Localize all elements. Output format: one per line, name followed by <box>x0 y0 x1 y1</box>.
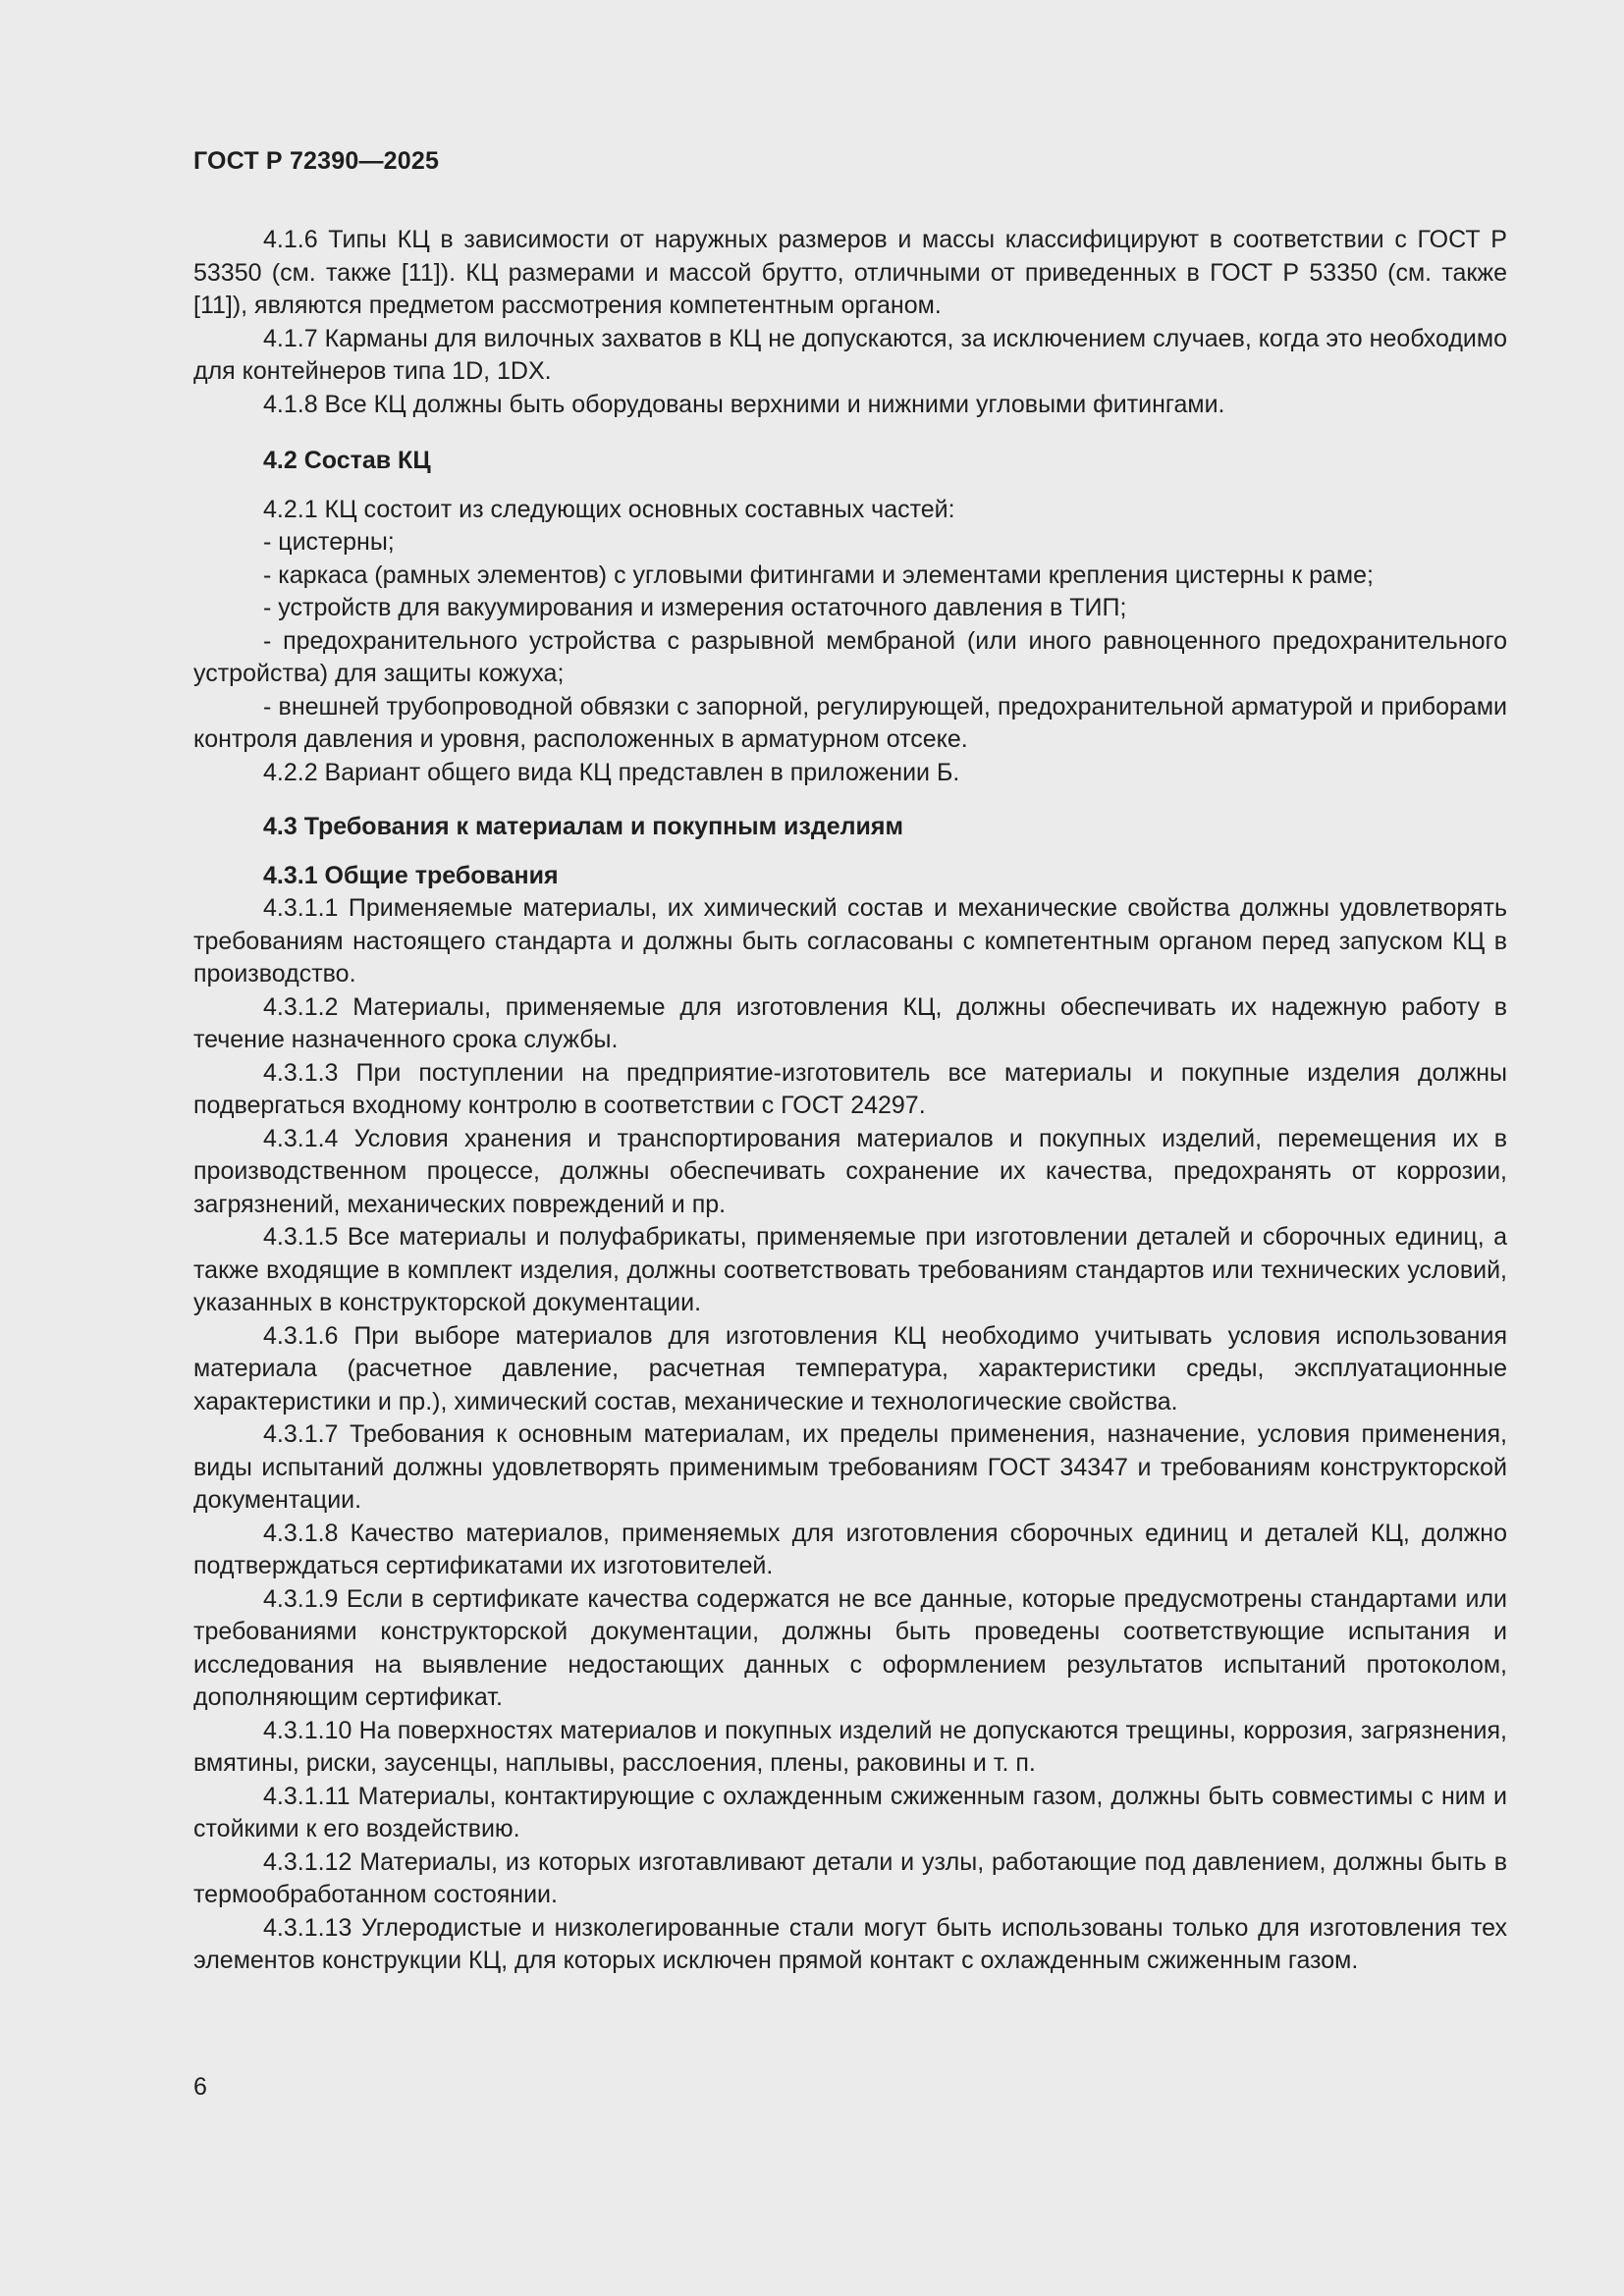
para-4-3-1-3: 4.3.1.3 При поступлении на предприятие-изготовитель все материалы и покупные изделия должны подвергаться входному контролю в соответствии с ГОСТ 24297. <box>193 1058 1507 1119</box>
section-4-3-heading: 4.3 Требования к материалам и покупным изделиям <box>263 813 903 840</box>
page-number: 6 <box>193 2073 207 2101</box>
para-4-3-1-4: 4.3.1.4 Условия хранения и транспортирования материалов и покупных изделий, перемещения их в производственном процессе, должны обеспечивать сохранение их качества, предохранять от коррозии, загрязнений, механических повреждений и пр. <box>193 1124 1507 1218</box>
para-4-1-7: 4.1.7 Карманы для вилочных захватов в КЦ не допускаются, за исключением случаев, когда это необходимо для контейнеров типа 1D, 1DX. <box>193 324 1507 385</box>
para-4-3-1-9: 4.3.1.9 Если в сертификате качества содержатся не все данные, которые предусмотрены стандартами или требованиями конструкторской документации, должны быть проведены соответствующие испытания и исследования на выявление недостающих данных с оформлением результатов испытаний протоколом, дополняющим сертификат. <box>193 1584 1507 1711</box>
list-item-piping: - внешней трубопроводной обвязки с запорной, регулирующей, предохранительной арматурой и приборами контроля давления и уровня, расположенных в арматурном отсеке. <box>193 692 1507 753</box>
list-item-frame: - каркаса (рамных элементов) с угловыми фитингами и элементами крепления цистерны к раме; <box>263 561 1374 589</box>
subsection-4-3-1-heading: 4.3.1 Общие требования <box>263 861 559 889</box>
para-4-3-1-6: 4.3.1.6 При выборе материалов для изготовления КЦ необходимо учитывать условия использования материала (расчетное давление, расчетная температура, характеристики среды, эксплуатационные характеристики и пр.), химический состав, механические и технологические свойства. <box>193 1321 1507 1415</box>
para-4-2-1: 4.2.1 КЦ состоит из следующих основных составных частей: <box>263 495 955 523</box>
para-4-1-8: 4.1.8 Все КЦ должны быть оборудованы верхними и нижними угловыми фитингами. <box>263 390 1225 418</box>
para-4-3-1-1: 4.3.1.1 Применяемые материалы, их химический состав и механические свойства должны удовлетворять требованиям настоящего стандарта и должны быть согласованы с компетентным органом перед запуском КЦ в производство. <box>193 894 1507 988</box>
para-4-3-1-12: 4.3.1.12 Материалы, из которых изготавливают детали и узлы, работающие под давлением, должны быть в термообработанном состоянии. <box>193 1847 1507 1908</box>
para-4-3-1-8: 4.3.1.8 Качество материалов, применяемых для изготовления сборочных единиц и деталей КЦ, должно подтверждаться сертификатами их изготовителей. <box>193 1519 1507 1579</box>
list-item-vacuum: - устройств для вакуумирования и измерения остаточного давления в ТИП; <box>263 594 1127 621</box>
document-body <box>193 224 1507 1978</box>
para-4-3-1-11: 4.3.1.11 Материалы, контактирующие с охлажденным сжиженным газом, должны быть совместимы с ним и стойкими к его воздействию. <box>193 1782 1507 1842</box>
para-4-3-1-13: 4.3.1.13 Углеродистые и низколегированные стали могут быть использованы только для изготовления тех элементов конструкции КЦ, для которых исключен прямой контакт с охлажденным сжиженным газом. <box>193 1913 1507 1974</box>
para-4-3-1-7: 4.3.1.7 Требования к основным материалам, их пределы применения, назначение, условия применения, виды испытаний должны удовлетворять применимым требованиям ГОСТ 34347 и требованиям конструкторской документации. <box>193 1420 1507 1514</box>
para-4-3-1-2: 4.3.1.2 Материалы, применяемые для изготовления КЦ, должны обеспечивать их надежную работу в течение назначенного срока службы. <box>193 992 1507 1053</box>
para-4-3-1-10: 4.3.1.10 На поверхностях материалов и покупных изделий не допускаются трещины, коррозия, загрязнения, вмятины, риски, заусенцы, наплывы, расслоения, плены, раковины и т. п. <box>193 1716 1507 1777</box>
list-item-safety-device: - предохранительного устройства с разрывной мембраной (или иного равноценного предохранительного устройства) для защиты кожуха; <box>193 626 1507 687</box>
list-item-tank: - цистерны; <box>263 528 395 556</box>
para-4-3-1-5: 4.3.1.5 Все материалы и полуфабрикаты, применяемые при изготовлении деталей и сборочных единиц, а также входящие в комплект изделия, должны соответствовать требованиям стандартов или технических условий, указанных в конструкторской документации. <box>193 1223 1507 1316</box>
document-header: ГОСТ Р 72390—2025 <box>193 147 440 175</box>
section-4-2-heading: 4.2 Состав КЦ <box>263 447 431 474</box>
para-4-1-6: 4.1.6 Типы КЦ в зависимости от наружных размеров и массы классифицируют в соответствии с ГОСТ Р 53350 (см. также [11]). КЦ размерами и массой брутто, отличными от приведенных в ГОСТ Р 53350 (см. также [11]), являются предметом рассмотрения компетентным органом. <box>193 226 1507 319</box>
para-4-2-2: 4.2.2 Вариант общего вида КЦ представлен в приложении Б. <box>263 758 960 786</box>
